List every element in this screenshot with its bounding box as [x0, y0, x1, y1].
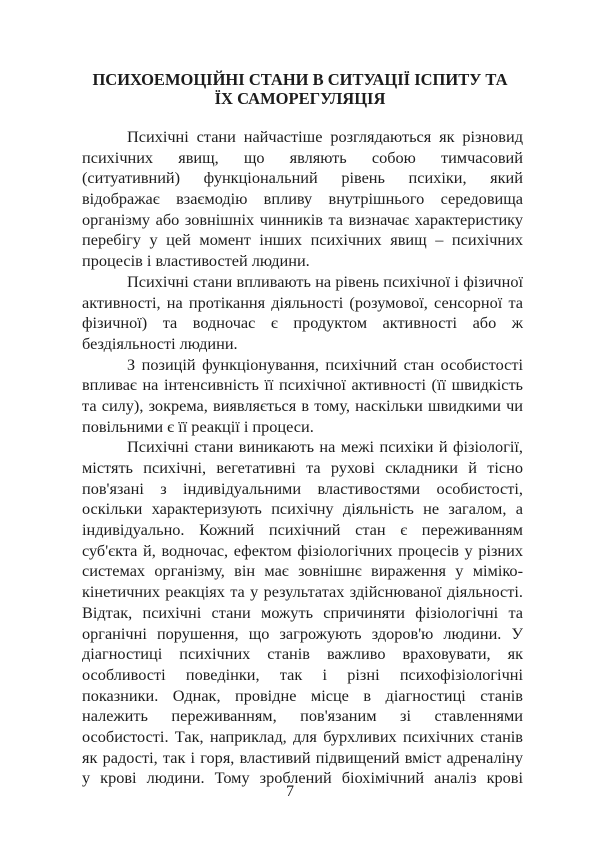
text-line: процесів і властивостей людини.	[82, 251, 310, 271]
text-line: фізичної) та водночас є продуктом активності або ж	[82, 313, 523, 333]
text-line: та силу), зокрема, виявляється в тому, наскільки швидкими чи	[82, 395, 523, 415]
text-line: особистості. Так, наприклад, для бурхливих психічних станів	[82, 726, 523, 746]
chapter-title-line-1: ПСИХОЕМОЦІЙНІ СТАНИ В СИТУАЦІЇ ІСПИТУ ТА	[92, 70, 508, 89]
text-line: Психічні стани виникають на межі психіки й фізіології,	[127, 437, 523, 457]
chapter-title-line-2: ЇХ САМОРЕГУЛЯЦІЯ	[214, 89, 386, 108]
text-line: належить переживанням, пов'язаним зі ставленнями	[82, 706, 523, 726]
paragraph	[82, 272, 523, 355]
text-line: Відтак, психічні стани можуть спричиняти фізіологічні та	[82, 602, 523, 622]
body-text	[82, 127, 523, 789]
text-line: повільними є її реакції і процеси.	[82, 416, 314, 436]
text-line: особливості поведінки, так і різні психофізіологічні	[82, 664, 523, 684]
text-line: організму або зовнішніх чинників та визначає характеристику	[82, 209, 523, 229]
text-line: (ситуативний) функціональний рівень психіки, який	[82, 168, 523, 188]
text-line: пов'язані з індивідуальними властивостями особистості,	[82, 478, 523, 498]
text-line: перебігу у цей момент інших психічних явищ – психічних	[82, 230, 523, 250]
text-line: показники. Однак, провідне місце в діагностиці станів	[82, 685, 523, 705]
text-line: індивідуально. Кожний психічний стан є переживанням	[82, 520, 523, 540]
text-line: впливає на інтенсивність її психічної активності (її швидкість	[82, 375, 523, 395]
text-line: діагностиці психічних станів важливо враховувати, як	[82, 644, 523, 664]
text-line: Психічні стани найчастіше розглядаються як різновид	[127, 127, 523, 146]
text-line: відображає взаємодію впливу внутрішнього середовища	[82, 189, 523, 209]
paragraph	[82, 355, 523, 438]
text-line: психічних явищ, що являють собою тимчасовий	[82, 147, 523, 167]
text-line: Психічні стани впливають на рівень психічної і фізичної	[127, 271, 523, 291]
text-line: З позицій функціонування, психічний стан особистості	[127, 354, 523, 374]
text-line: містять психічні, вегетативні та рухові складники й тісно	[82, 458, 523, 477]
text-line: системах організму, він має зовнішнє вираження у міміко-	[82, 561, 523, 581]
text-line: оскільки характеризують психічну діяльність не загалом, а	[82, 499, 523, 519]
text-line: органічні порушення, що загрожують здоров'ю людини. У	[82, 623, 523, 643]
text-line: бездіяльності людини.	[82, 333, 238, 353]
page-number: 7	[286, 783, 294, 800]
text-line: суб'єкта й, водночас, ефектом фізіологічних процесів у різних	[82, 540, 523, 560]
paragraph	[82, 437, 523, 789]
chapter-title	[10, 70, 590, 108]
text-line: активності, на протікання діяльності (розумової, сенсорної та	[82, 292, 523, 312]
text-line: кінетичних реакціях та у результатах здійснюваної діяльності.	[82, 582, 523, 602]
paragraph	[82, 127, 523, 272]
text-line: у крові людини. Тому зроблений біохімічний аналіз крові	[82, 768, 523, 788]
text-line: як радості, так і горя, властивий підвищений вміст адреналіну	[82, 747, 523, 767]
